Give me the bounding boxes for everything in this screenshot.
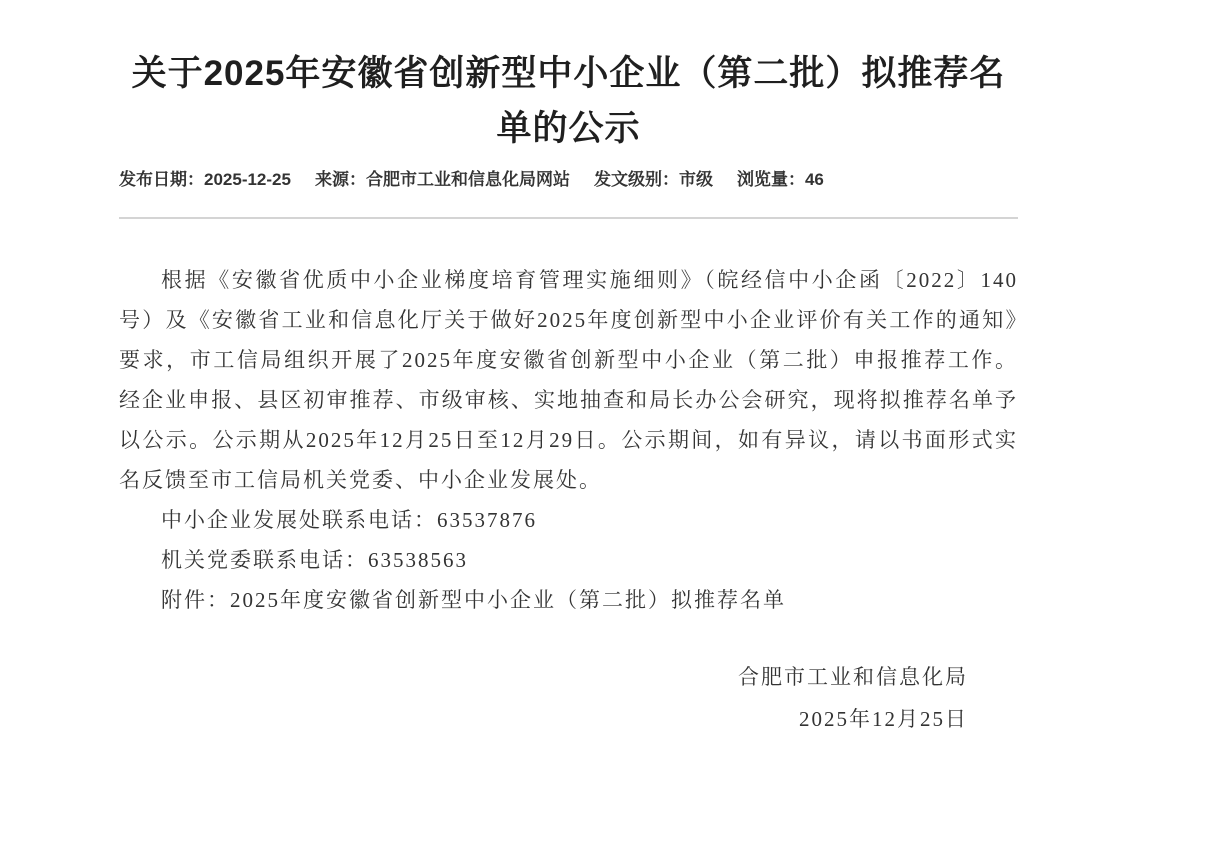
content-column bbox=[119, 46, 1018, 740]
meta-row bbox=[119, 170, 1018, 190]
meta-views-value: 46 bbox=[804, 170, 824, 189]
announcement-page bbox=[0, 46, 1222, 863]
main-paragraph: 根据《安徽省优质中小企业梯度培育管理实施细则》（皖经信中小企函〔2022〕140号）及《安徽省工业和信息化厅关于做好2025年度创新型中小企业评价有关工作的通知》要求，市工信局组织开展了2025年度安徽省创新型中小企业（第二批）申报推荐工作。经企业申报、县区初审推荐、市级审核、实地抽查和局长办公会研究，现将拟推荐名单予以公示。公示期从2025年12月25日至12月29日。公示期间，如有异议，请以书面形式实名反馈至市工信局机关党委、中小企业发展处。 bbox=[119, 268, 1018, 492]
meta-doc-level-value: 市级 bbox=[678, 170, 713, 189]
article-body bbox=[119, 260, 1018, 740]
meta-doc-level-label: 发文级别： bbox=[593, 170, 679, 189]
meta-source-label: 来源： bbox=[314, 170, 366, 189]
meta-views-label: 浏览量： bbox=[736, 170, 805, 189]
meta-publish-date bbox=[119, 170, 291, 190]
contact-phone-party-committee: 机关党委联系电话：63538563 bbox=[161, 548, 468, 572]
contact-phone-sme-division: 中小企业发展处联系电话：63537876 bbox=[161, 508, 537, 532]
meta-publish-date-value: 2025-12-25 bbox=[204, 170, 291, 189]
header-divider bbox=[119, 217, 1018, 219]
page-title: 关于2025年安徽省创新型中小企业（第二批）拟推荐名单的公示 bbox=[131, 54, 1006, 148]
signature-date: 2025年12月25日 bbox=[799, 707, 968, 731]
meta-views bbox=[737, 170, 824, 190]
meta-publish-date-label: 发布日期： bbox=[119, 170, 204, 189]
signature-block bbox=[119, 656, 1018, 740]
attachment-link[interactable]: 附件：2025年度安徽省创新型中小企业（第二批）拟推荐名单 bbox=[161, 588, 786, 612]
meta-source-value: 合肥市工业和信息化局网站 bbox=[365, 170, 570, 189]
meta-doc-level bbox=[594, 170, 713, 190]
meta-source bbox=[315, 170, 570, 190]
signature-org: 合肥市工业和信息化局 bbox=[738, 665, 968, 689]
